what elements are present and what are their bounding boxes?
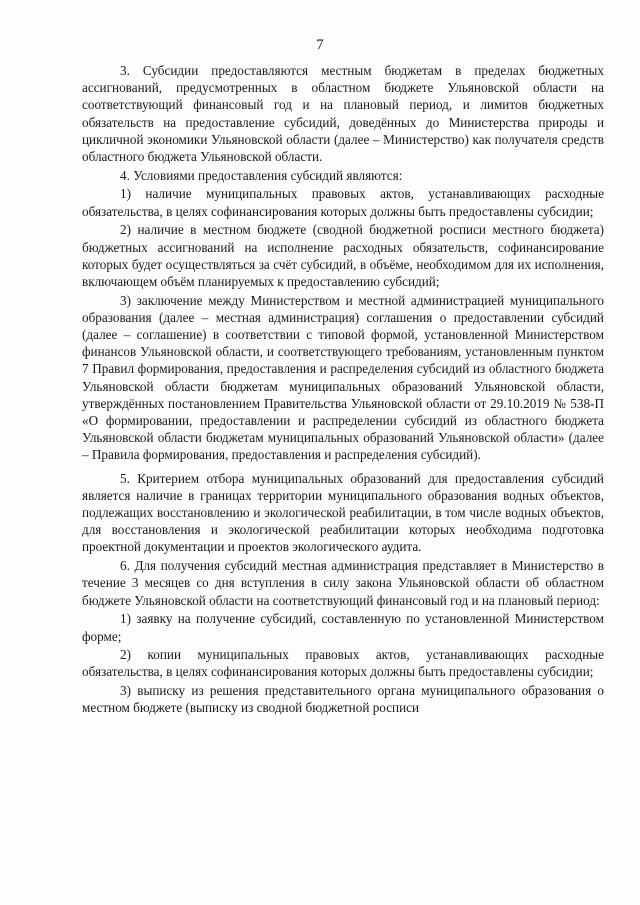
condition-3: 3) заключение между Министерством и местной администрацией муниципального образования (далее – местная администрация) соглашения о предоставлении субсидий (далее – соглашение) в соответствии с типовой формой, установленной Министерством финансов Ульяновской области, и соответствующего требованиям, установленным пунктом 7 Правил формирования, предоставления и распределения субсидий из областного бюджета Ульяновской области бюджетам муниципальных образований Ульяновской области, утверждённых постановлением Правительства Ульяновской области от 29.10.2019 № 538-П «О формировании, предоставлении и распределении субсидий из областного бюджета Ульяновской области бюджетам муниципальных образований Ульяновской области» (далее – Правила формирования, предоставления и распределения субсидий). <box>82 292 604 463</box>
document-item-3: 3) выписку из решения представительного органа муниципального образования о местном бюджете (выписку из сводной бюджетной росписи <box>82 683 604 716</box>
condition-1: 1) наличие муниципальных правовых актов, устанавливающих расходные обязательства, в целях софинансирования которых должны быть предоставлены субсидии; <box>82 186 604 219</box>
document-body <box>82 62 604 717</box>
document-item-1: 1) заявку на получение субсидий, составленную по установленной Министерством форме; <box>82 611 604 644</box>
condition-2: 2) наличие в местном бюджете (сводной бюджетной росписи местного бюджета) бюджетных ассигнований на исполнение расходных обязательств, софинансирование которых будет осуществляться за счёт субсидий, в объёме, необходимом для их исполнения, включающем объём планируемых к предоставлению субсидий; <box>82 222 604 289</box>
paragraph-5-criterion: 5. Критерием отбора муниципальных образований для предоставления субсидий является наличие в границах территории муниципального образования водных объектов, подлежащих восстановлению и экологической реабилитации, в том числе водных объектов, для восстановления и экологической реабилитации которых необходима подготовка проектной документации и проектов экологического аудита. <box>82 470 604 555</box>
paragraph-6-documents: 6. Для получения субсидий местная администрация представляет в Министерство в течение 3 месяцев со дня вступления в силу закона Ульяновской области об областном бюджете Ульяновской области на соответствующий финансовый год и на плановый период: <box>82 558 604 608</box>
document-item-2: 2) копии муниципальных правовых актов, устанавливающих расходные обязательства, в целях софинансирования которых должны быть предоставлены субсидии; <box>82 647 604 680</box>
paragraph-3-subsidies: 3. Субсидии предоставляются местным бюджетам в пределах бюджетных ассигнований, предусмотренных в областном бюджете Ульяновской области на соответствующий финансовый год и на плановый период, и лимитов бюджетных обязательств на предоставление субсидий, доведённых до Министерства природы и цикличной экономики Ульяновской области (далее – Министерство) как получателя средств областного бюджета Ульяновской области. <box>82 63 604 165</box>
page-number: 7 <box>316 37 324 53</box>
paragraph-4-conditions: 4. Условиями предоставления субсидий являются: <box>120 167 403 183</box>
